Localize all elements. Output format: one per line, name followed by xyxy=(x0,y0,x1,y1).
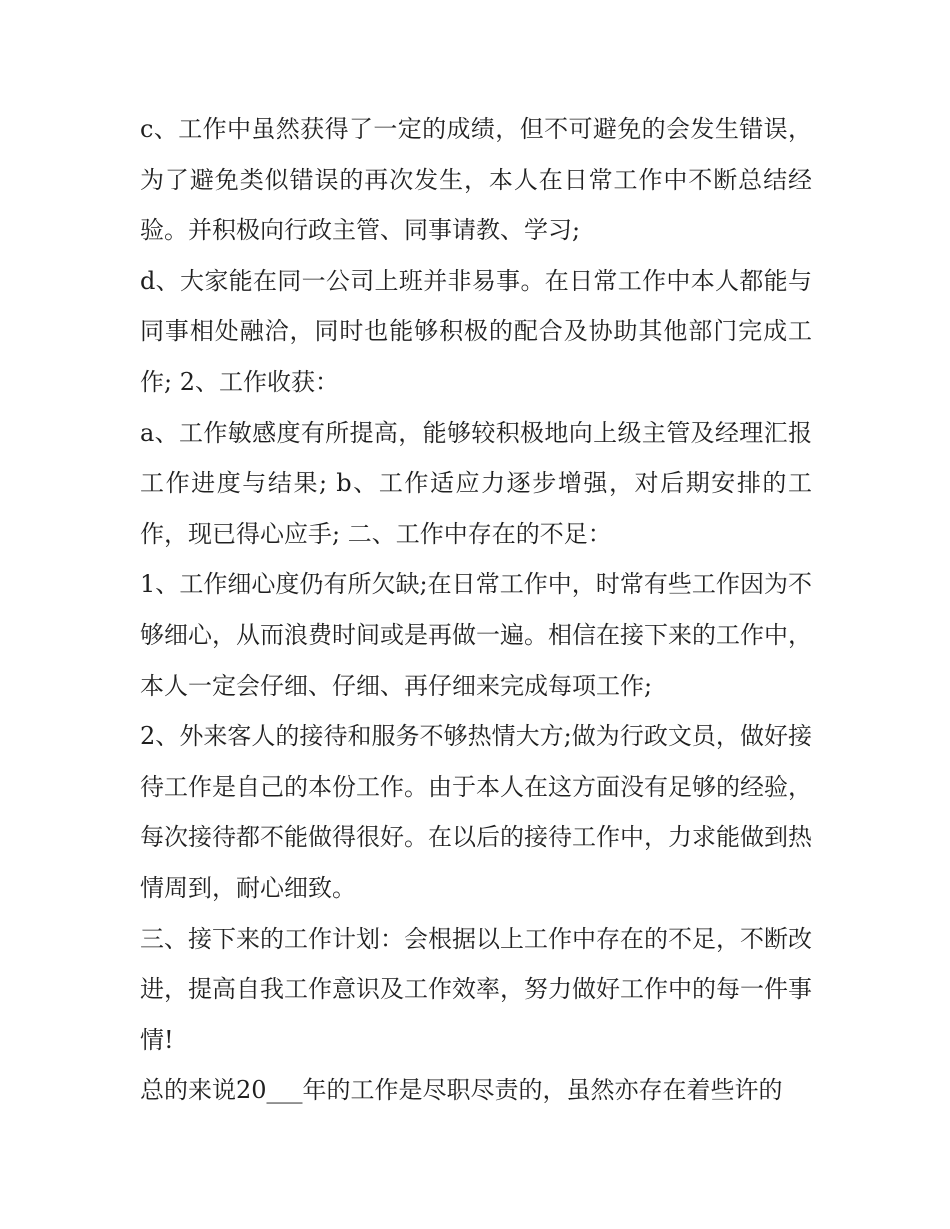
paragraph-summary: 总的来说20___年的工作是尽职尽责的，虽然亦存在着些许的 xyxy=(140,1076,783,1105)
paragraph-shortcoming-1: 1、工作细心度仍有所欠缺;在日常工作中，时常有些工作因为不够细心，从而浪费时间或是再做一遍。相信在接下来的工作中，本人一定会仔细、仔细、再仔细来完成每项工作; xyxy=(140,570,812,700)
paragraph-d-cooperation: d、大家能在同一公司上班并非易事。在日常工作中本人都能与同事相处融洽，同时也能够积极的配合及协助其他部门完成工作; 2、工作收获： xyxy=(140,266,812,396)
paragraph-shortcoming-2: 2、外来客人的接待和服务不够热情大方;做为行政文员，做好接待工作是自己的本份工作。由于本人在这方面没有足够的经验，每次接待都不能做得很好。在以后的接待工作中，力求能做到热情周到，耐心细致。 xyxy=(140,722,812,902)
paragraph-c-mistakes: c、工作中虽然获得了一定的成绩，但不可避免的会发生错误，为了避免类似错误的再次发生，本人在日常工作中不断总结经验。并积极向行政主管、同事请教、学习; xyxy=(140,115,812,245)
paragraph-a-b-gains: a、工作敏感度有所提高，能够较积极地向上级主管及经理汇报工作进度与结果; b、工作适应力逐步增强，对后期安排的工作，现已得心应手; 二、工作中存在的不足： xyxy=(140,418,812,548)
paragraph-work-plan: 三、接下来的工作计划：会根据以上工作中存在的不足，不断改进，提高自我工作意识及工作效率，努力做好工作中的每一件事情! xyxy=(140,924,812,1054)
document-body xyxy=(140,104,812,1116)
